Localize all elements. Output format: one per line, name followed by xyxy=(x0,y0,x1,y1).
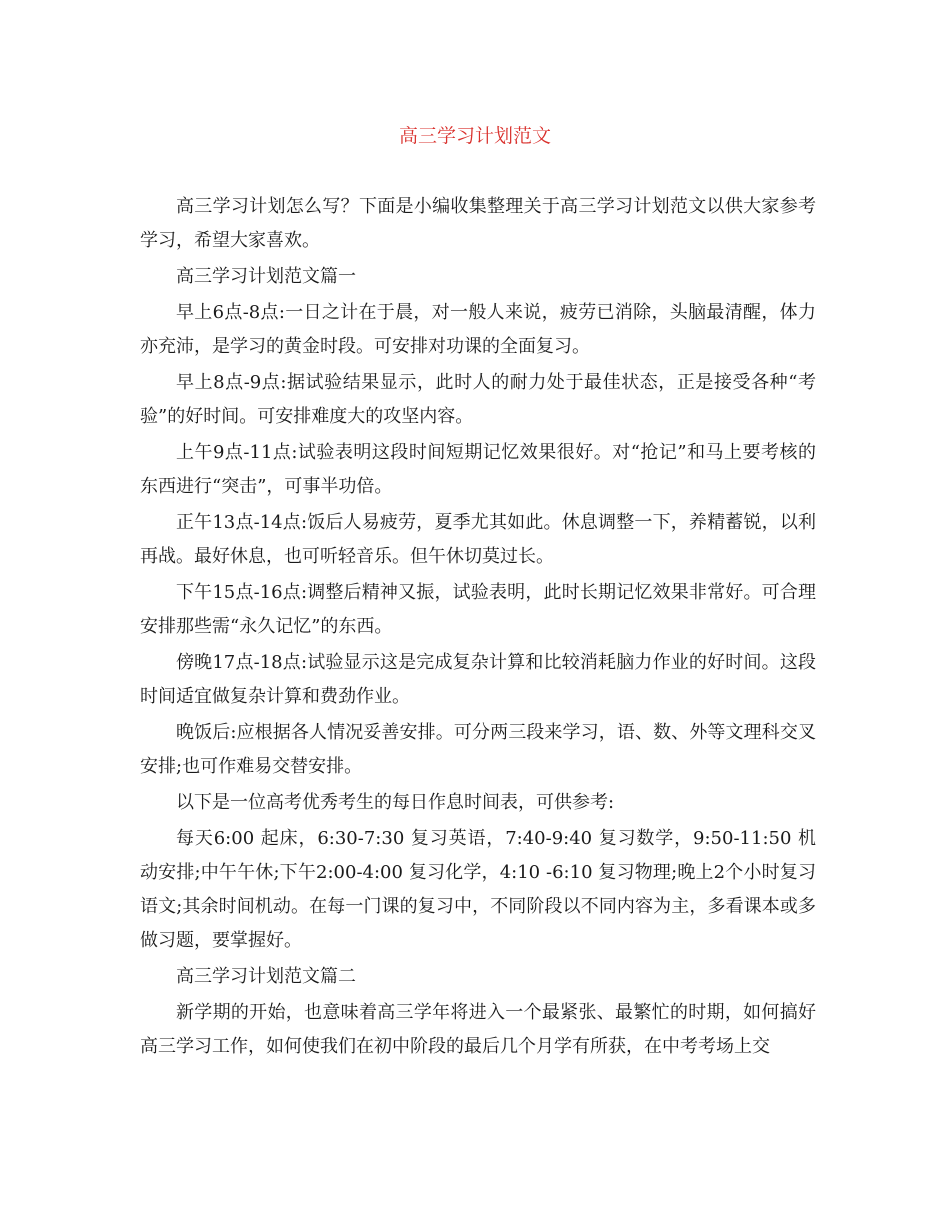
section-heading-1: 高三学习计划范文篇一 xyxy=(176,266,356,287)
paragraph-17-18: 傍晚17点-18点:试验显示这是完成复杂计算和比较消耗脑力作业的好时间。这段时间适宜做复杂计算和费劲作业。 xyxy=(140,652,816,707)
paragraph-new-semester: 新学期的开始，也意味着高三学年将进入一个最紧张、最繁忙的时期，如何搞好高三学习工作，如何使我们在初中阶段的最后几个月学有所获，在中考考场上交 xyxy=(140,1002,816,1057)
paragraph-8-9: 早上8点-9点:据试验结果显示，此时人的耐力处于最佳状态，正是接受各种“考验”的好时间。可安排难度大的攻坚内容。 xyxy=(140,372,816,427)
paragraph-evening: 晚饭后:应根据各人情况妥善安排。可分两三段来学习，语、数、外等文理科交叉安排;也可作难易交替安排。 xyxy=(140,722,816,777)
paragraph-15-16: 下午15点-16点:调整后精神又振，试验表明，此时长期记忆效果非常好。可合理安排那些需“永久记忆”的东西。 xyxy=(140,582,816,637)
section-heading-2: 高三学习计划范文篇二 xyxy=(176,966,356,987)
document-title: 高三学习计划范文 xyxy=(398,125,551,147)
paragraph-daily-schedule: 每天6:00 起床，6:30-7:30 复习英语，7:40-9:40 复习数学，9:50-11:50 机动安排;中午午休;下午2:00-4:00 复习化学，4:10 -6:10 复习物理;晚上2个小时复习语文;其余时间机动。在每一门课的复习中，不同阶段以不同内容为主，多看课本或多做习题，要掌握好。 xyxy=(140,828,816,951)
document-body xyxy=(140,190,816,1066)
paragraph-intro: 高三学习计划怎么写？下面是小编收集整理关于高三学习计划范文以供大家参考学习，希望大家喜欢。 xyxy=(140,196,816,251)
paragraph-schedule-intro: 以下是一位高考优秀考生的每日作息时间表，可供参考: xyxy=(176,792,615,813)
paragraph-9-11: 上午9点-11点:试验表明这段时间短期记忆效果很好。对“抢记”和马上要考核的东西进行“突击”，可事半功倍。 xyxy=(140,442,816,497)
paragraph-13-14: 正午13点-14点:饭后人易疲劳，夏季尤其如此。休息调整一下，养精蓄锐，以利再战。最好休息，也可听轻音乐。但午休切莫过长。 xyxy=(140,512,816,567)
paragraph-6-8: 早上6点-8点:一日之计在于晨，对一般人来说，疲劳已消除，头脑最清醒，体力亦充沛，是学习的黄金时段。可安排对功课的全面复习。 xyxy=(140,302,816,357)
